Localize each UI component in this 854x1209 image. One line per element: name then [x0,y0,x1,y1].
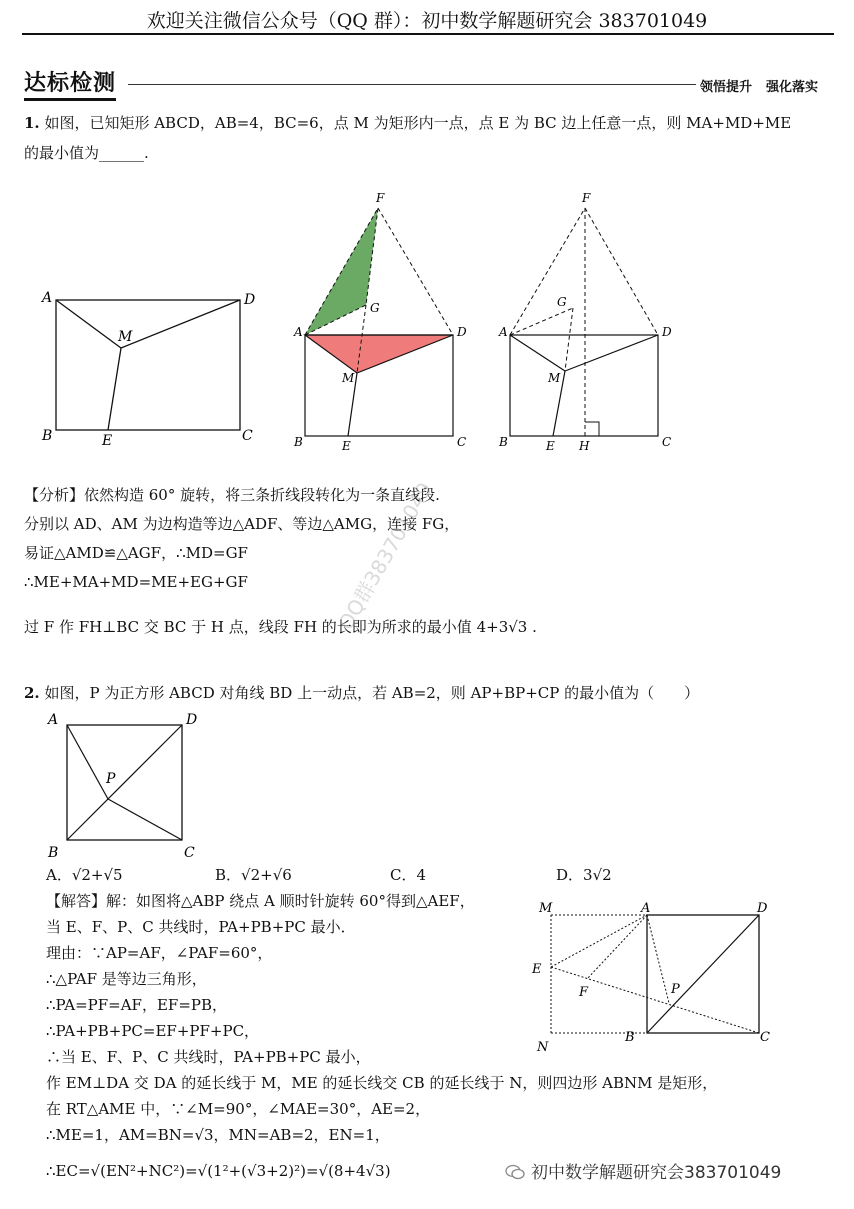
section-tags [700,76,832,95]
label-m: M [118,329,133,345]
label-a: A [48,712,59,728]
q2-figure-2 [525,895,785,1055]
q2-solution-10: ∴ME=1，AM=BN=√3，MN=AB=2，EN=1， [46,1126,390,1144]
q2-solution-6: ∴PA+PB+PC=EF+PF+PC， [46,1022,260,1040]
q2-solution-5: ∴PA=PF=AF，EF=PB， [46,996,228,1014]
label-c: C [457,435,467,449]
label-a: A [42,290,53,306]
q1-analysis-1: 【分析】依然构造 60° 旋转，将三条折线段转化为一条直线段. [24,486,440,504]
label-c: C [242,428,253,444]
label-m: M [548,371,561,385]
q1-text: 如图，已知矩形 ABCD，AB=4，BC=6，点 M 为矩形内一点，点 E 为 BC 边上任意一点，则 MA+MD+ME [44,114,792,132]
q1-conclusion [24,614,537,640]
wechat-watermark-text: 初中数学解题研究会383701049 [531,1163,782,1183]
section-tag-1: 领悟提升 [700,80,753,95]
q1-line2: 的最小值为______. [24,144,149,162]
q2-solution-4: ∴△PAF 是等边三角形， [46,970,207,988]
label-e: E [532,962,542,977]
q1-line1 [24,110,791,136]
red-triangle [305,335,453,373]
wechat-icon [505,1164,525,1180]
q1-figure-1 [30,285,270,450]
segment-ag [510,308,573,335]
option-a[interactable]: A．√2+√5 [46,866,123,884]
label-b: B [499,435,508,449]
segment-af [587,915,647,979]
segment-fd [585,208,658,335]
section-tag-2: 强化落实 [766,80,819,95]
section-title: 达标检测 [24,66,116,101]
label-a: A [499,325,508,339]
option-b[interactable]: B．√2+√6 [215,866,292,884]
segment-ec [551,967,759,1033]
label-f: F [582,191,591,205]
wechat-watermark [505,1158,781,1183]
diagonal-watermark: QQ群383701049 [333,478,438,634]
label-e: E [342,439,351,453]
label-d: D [662,325,672,339]
segment-am [56,300,121,348]
q2-solution-2: 当 E、F、P、C 共线时，PA+PB+PC 最小． [46,918,356,936]
segment-pc [108,799,182,840]
label-b: B [42,428,53,444]
q2-solution-3: 理由：∵AP=AF，∠PAF=60°， [46,944,273,962]
header-divider [22,33,834,35]
q2-text: 如图，P 为正方形 ABCD 对角线 BD 上一动点，若 AB=2，则 AP+BP+CP 的最小值为（ ） [44,684,700,702]
label-f: F [376,191,385,205]
right-angle-mark [585,422,599,436]
option-c[interactable]: C．4 [390,866,427,884]
segment-am [510,335,565,371]
q2-question [24,680,699,706]
q1-figure-2 [290,190,480,460]
segment-ap [647,915,669,1003]
label-d: D [757,901,768,916]
segment-me [108,348,121,430]
label-a: A [641,901,651,916]
page-header: 欢迎关注微信公众号（QQ 群）：初中数学解题研究会 383701049 [146,10,708,32]
segment-ea [551,915,647,967]
label-b: B [48,845,59,860]
label-e: E [546,439,555,453]
label-d: D [457,325,467,339]
rectangle-abcd [56,300,240,430]
label-g: G [557,295,567,309]
segment-fd [378,208,453,335]
segment-dm [121,300,240,348]
q2-solution-7: ∴当 E、F、P、C 共线时，PA+PB+PC 最小， [46,1048,371,1066]
section-rule [128,84,696,85]
q1-conclusion-text: 过 F 作 FH⊥BC 交 BC 于 H 点，线段 FH 的长即为所求的最小值 [24,618,472,636]
q1-analysis-3: 易证△AMD≌△AGF，∴MD=GF [24,544,248,562]
q2-number: 2. [24,684,40,702]
label-m: M [539,901,553,916]
label-p: P [106,771,116,787]
label-m: M [342,371,355,385]
q2-solution-11: ∴EC=√(EN²+NC²)=√(1²+(√3+2)²)=√(8+4√3) [46,1162,391,1180]
segment-gm [565,308,573,371]
label-d: D [244,292,256,308]
q2-solution-9: 在 RT△AME 中，∵∠M=90°，∠MAE=30°，AE=2， [46,1100,431,1118]
diagonal-bd [67,725,182,840]
q2-figure-1 [40,705,210,860]
label-c: C [184,845,195,860]
q2-solution-1: 【解答】解：如图将△ABP 绕点 A 顺时针旋转 60°得到△AEF， [46,892,475,910]
label-g: G [370,301,380,315]
label-c: C [760,1030,770,1045]
option-d[interactable]: D．3√2 [556,866,612,884]
label-p: P [671,982,680,997]
label-d: D [186,712,198,728]
label-a: A [294,325,303,339]
q1-analysis-2: 分别以 AD、AM 为边构造等边△ADF、等边△AMG，连接 FG， [24,515,460,533]
q2-solution-8: 作 EM⊥DA 交 DA 的延长线于 M，ME 的延长线交 CB 的延长线于 N，则四边形 ABNM 是矩形， [46,1074,718,1092]
q1-answer-value: 4+3√3 . [476,618,537,636]
label-b: B [294,435,303,449]
segment-ap [67,725,108,799]
q1-analysis-4: ∴ME+MA+MD=ME+EG+GF [24,573,248,591]
q1-figure-3 [495,190,685,460]
label-b: B [625,1030,635,1045]
label-h: H [579,439,590,453]
segment-dm [565,335,658,371]
segment-af [510,208,585,335]
green-triangle [305,208,378,335]
q1-number: 1. [24,114,40,132]
label-n: N [537,1040,549,1055]
label-f: F [579,985,589,1000]
label-e: E [102,433,113,449]
diagonal-bd [647,915,759,1033]
label-c: C [662,435,672,449]
